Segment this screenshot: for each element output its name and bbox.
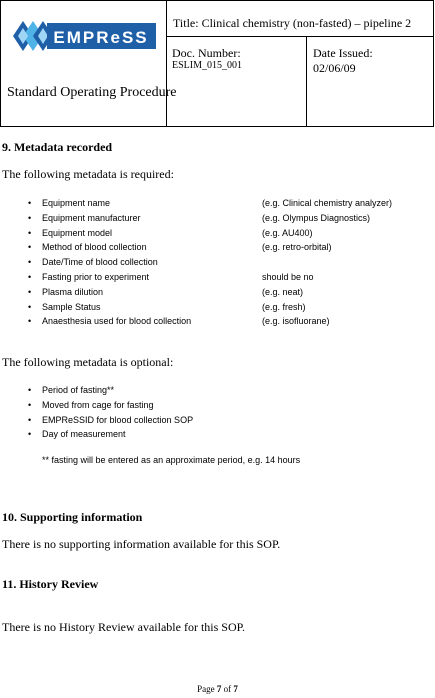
paragraph: The following metadata is required:	[2, 167, 174, 181]
section-heading: 11. History Review	[2, 577, 99, 591]
list-item-label: Date/Time of blood collection	[42, 257, 158, 268]
doc-number-label: Doc. Number:	[172, 46, 241, 60]
page-footer	[0, 684, 435, 694]
document-header	[0, 0, 434, 127]
logo-text: EMPReSS	[53, 28, 149, 47]
footnote: ** fasting will be entered as an approximate period, e.g. 14 hours	[42, 455, 301, 465]
list-item-example: (e.g. retro-orbital)	[262, 242, 332, 253]
header-divider	[166, 1, 167, 127]
list-item-example: (e.g. Olympus Diagnostics)	[262, 212, 371, 223]
page-number: 7	[216, 684, 222, 694]
list-item-label: Sample Status	[42, 301, 101, 312]
bullet-icon: •	[28, 257, 32, 268]
list-item-label: EMPReSSID for blood collection SOP	[42, 414, 194, 425]
list-item-label: Equipment manufacturer	[42, 212, 141, 223]
list-item-example: should be no	[262, 271, 314, 282]
bullet-icon: •	[28, 301, 32, 312]
document-title: Title: Clinical chemistry (non-fasted) – pipeline 2	[173, 16, 412, 30]
list-item-label: Equipment name	[42, 198, 111, 208]
list-item-label: Day of measurement	[42, 429, 126, 440]
paragraph: The following metadata is optional:	[2, 355, 174, 369]
bullet-icon: •	[28, 429, 32, 440]
list-item-label: Method of blood collection	[42, 242, 147, 253]
section-heading: 10. Supporting information	[2, 510, 143, 524]
date-issued-value: 02/06/09	[313, 61, 356, 75]
list-item-label: Plasma dilution	[42, 286, 104, 297]
list-item-label: Anaesthesia used for blood collection	[42, 316, 192, 327]
bullet-icon: •	[28, 316, 32, 327]
doc-number-value: ESLIM_015_001	[172, 60, 242, 71]
header-divider	[306, 36, 307, 127]
list-item-example: (e.g. neat)	[262, 286, 304, 297]
bullet-icon: •	[28, 286, 32, 297]
list-item-label: Fasting prior to experiment	[42, 271, 150, 282]
empress-logo	[11, 15, 156, 57]
paragraph: There is no History Review available for this SOP.	[2, 620, 245, 634]
list-item-example: (e.g. Clinical chemistry analyzer)	[262, 198, 393, 208]
page-prefix: Page	[197, 684, 217, 694]
bullet-icon: •	[28, 385, 32, 395]
bullet-icon: •	[28, 399, 32, 410]
bullet-icon: •	[28, 242, 32, 253]
sop-label: Standard Operating Procedure	[7, 85, 177, 100]
bullet-icon: •	[28, 198, 32, 208]
list-item-label: Equipment model	[42, 227, 113, 238]
paragraph: There is no supporting information available for this SOP.	[2, 537, 281, 551]
page-of: of	[221, 684, 234, 694]
header-divider	[166, 36, 434, 37]
bullet-icon: •	[28, 414, 32, 425]
list-item-example: (e.g. isofluorane)	[262, 316, 330, 327]
list-item-label: Period of fasting**	[42, 385, 115, 395]
list-item-example: (e.g. fresh)	[262, 301, 306, 312]
list-item-example: (e.g. AU400)	[262, 227, 313, 238]
bullet-icon: •	[28, 271, 32, 282]
page-total: 7	[233, 684, 238, 694]
section-heading: 9. Metadata recorded	[2, 140, 113, 154]
list-item-label: Moved from cage for fasting	[42, 399, 154, 410]
bullet-icon: •	[28, 227, 32, 238]
bullet-icon: •	[28, 212, 32, 223]
date-issued-label: Date Issued:	[313, 46, 373, 60]
